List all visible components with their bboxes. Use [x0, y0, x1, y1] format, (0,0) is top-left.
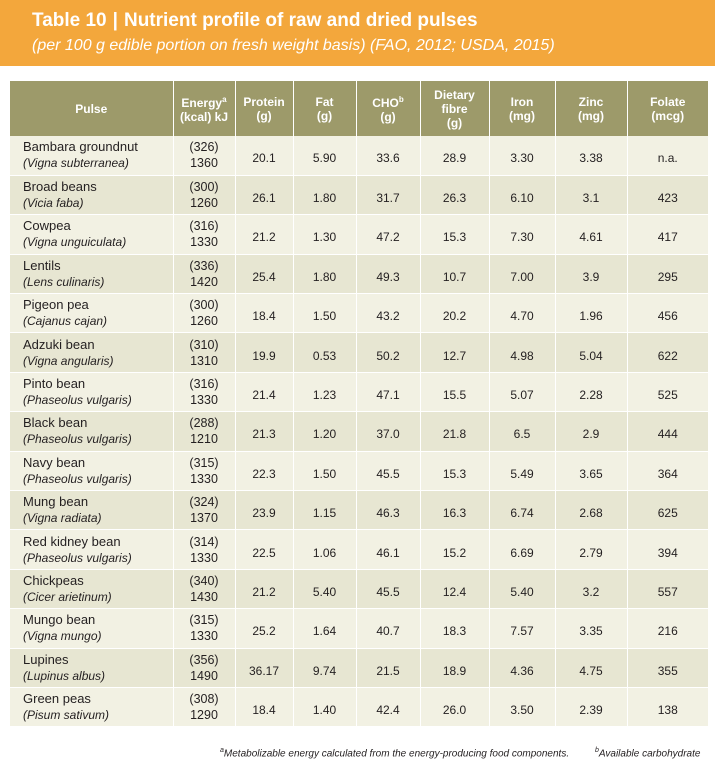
cell-cho: 47.1 — [356, 372, 420, 411]
energy-kj: 1330 — [190, 629, 218, 644]
pulse-scientific-name: (Lupinus albus) — [23, 668, 106, 683]
pulse-scientific-name: (Vigna mungo) — [23, 629, 102, 644]
cell-fat: 1.40 — [293, 687, 356, 726]
cell-zinc: 4.61 — [555, 215, 627, 254]
cell-energy — [173, 648, 235, 687]
cell-protein: 36.17 — [235, 648, 293, 687]
cell-cho: 45.5 — [356, 569, 420, 608]
cell-fat: 1.20 — [293, 412, 356, 451]
cell-fat: 5.40 — [293, 569, 356, 608]
energy-kj: 1260 — [190, 314, 218, 329]
cell-pulse — [10, 254, 173, 293]
cell-energy — [173, 372, 235, 411]
cell-zinc: 2.9 — [555, 412, 627, 451]
cell-iron: 7.30 — [489, 215, 555, 254]
energy-kcal: (300) — [189, 180, 219, 195]
cell-folate: 456 — [627, 294, 708, 333]
cell-fat: 1.64 — [293, 609, 356, 648]
cell-fibre: 12.7 — [420, 333, 489, 372]
energy-kj: 1210 — [190, 432, 218, 447]
energy-kcal: (314) — [189, 534, 219, 549]
cell-fat: 9.74 — [293, 648, 356, 687]
cell-cho: 40.7 — [356, 609, 420, 648]
pulse-common-name: Cowpea — [23, 218, 71, 234]
energy-kj: 1330 — [190, 550, 218, 565]
cell-fat: 1.80 — [293, 254, 356, 293]
energy-kj: 1490 — [190, 668, 218, 683]
cell-fat: 0.53 — [293, 333, 356, 372]
footnote-b: $^b$Available carbohydrate — [595, 747, 701, 760]
title-separator: | — [112, 10, 118, 31]
cell-zinc: 3.35 — [555, 609, 627, 648]
energy-kcal: (315) — [189, 455, 219, 470]
cell-folate: 417 — [627, 215, 708, 254]
cell-folate: 444 — [627, 412, 708, 451]
cell-cho: 31.7 — [356, 175, 420, 214]
energy-kcal: (315) — [189, 613, 219, 628]
cell-iron: 7.57 — [489, 609, 555, 648]
energy-kcal: (326) — [189, 140, 219, 155]
col-header-zinc: Zinc (mg) — [555, 81, 627, 136]
cell-folate: 557 — [627, 569, 708, 608]
cell-protein: 21.4 — [235, 372, 293, 411]
cell-fibre: 15.3 — [420, 451, 489, 490]
cell-pulse — [10, 175, 173, 214]
pulse-common-name: Mung bean — [23, 494, 89, 510]
cell-fibre: 26.0 — [420, 687, 489, 726]
pulse-common-name: Chickpeas — [23, 572, 84, 588]
pulse-scientific-name: (Lens culinaris) — [23, 274, 105, 289]
footnote-a: $^a$Metabolizable energy calculated from the energy-producing food components. — [220, 747, 570, 760]
pulse-scientific-name: (Vicia faba) — [23, 196, 84, 211]
cell-energy — [173, 491, 235, 530]
energy-kcal: (288) — [189, 416, 219, 431]
cell-fibre: 15.2 — [420, 530, 489, 569]
cell-protein: 25.4 — [235, 254, 293, 293]
cell-folate: 625 — [627, 491, 708, 530]
cell-pulse — [10, 530, 173, 569]
cell-energy — [173, 687, 235, 726]
cell-energy — [173, 294, 235, 333]
cell-cho: 47.2 — [356, 215, 420, 254]
cell-pulse — [10, 412, 173, 451]
pulse-common-name: Broad beans — [23, 179, 97, 195]
cell-iron: 4.36 — [489, 648, 555, 687]
cell-folate: 364 — [627, 451, 708, 490]
col-header-fibre: Dietary fibre (g) — [420, 81, 489, 136]
energy-kcal: (300) — [189, 298, 219, 313]
cell-pulse — [10, 136, 173, 175]
title-band — [0, 0, 715, 66]
table-row — [10, 491, 708, 530]
cell-zinc: 4.75 — [555, 648, 627, 687]
cell-protein: 20.1 — [235, 136, 293, 175]
cell-folate: 525 — [627, 372, 708, 411]
pulse-scientific-name: (Vigna angularis) — [23, 353, 114, 368]
cell-fibre: 26.3 — [420, 175, 489, 214]
cell-zinc: 3.2 — [555, 569, 627, 608]
energy-kj: 1330 — [190, 393, 218, 408]
cell-fibre: 12.4 — [420, 569, 489, 608]
pulse-common-name: Pinto bean — [23, 376, 86, 392]
energy-kj: 1310 — [190, 353, 218, 368]
cell-iron: 5.07 — [489, 372, 555, 411]
energy-kcal: (310) — [189, 337, 219, 352]
col-header-energy: Energy$^a$ (kcal) kJ — [173, 81, 235, 136]
cell-pulse — [10, 569, 173, 608]
cell-zinc: 2.39 — [555, 687, 627, 726]
cell-energy — [173, 254, 235, 293]
cell-iron: 4.70 — [489, 294, 555, 333]
energy-kj: 1330 — [190, 235, 218, 250]
pulse-common-name: Black bean — [23, 415, 88, 431]
cell-iron: 5.49 — [489, 451, 555, 490]
cell-iron: 5.40 — [489, 569, 555, 608]
cell-cho: 33.6 — [356, 136, 420, 175]
table-row — [10, 569, 708, 608]
cell-energy — [173, 333, 235, 372]
cell-protein: 23.9 — [235, 491, 293, 530]
cell-iron: 6.74 — [489, 491, 555, 530]
pulse-scientific-name: (Cicer arietinum) — [23, 589, 112, 604]
cell-pulse — [10, 333, 173, 372]
pulse-common-name: Lentils — [23, 257, 61, 273]
cell-iron: 3.30 — [489, 136, 555, 175]
cell-cho: 42.4 — [356, 687, 420, 726]
pulse-scientific-name: (Phaseolus vulgaris) — [23, 393, 132, 408]
energy-kj: 1430 — [190, 589, 218, 604]
pulse-scientific-name: (Cajanus cajan) — [23, 314, 108, 329]
energy-kj: 1370 — [190, 511, 218, 526]
cell-folate: n.a. — [627, 136, 708, 175]
cell-pulse — [10, 609, 173, 648]
energy-kj: 1330 — [190, 471, 218, 486]
cell-folate: 622 — [627, 333, 708, 372]
cell-fibre: 10.7 — [420, 254, 489, 293]
cell-zinc: 2.79 — [555, 530, 627, 569]
cell-iron: 6.69 — [489, 530, 555, 569]
cell-fat: 1.06 — [293, 530, 356, 569]
cell-cho: 43.2 — [356, 294, 420, 333]
energy-kj: 1260 — [190, 196, 218, 211]
energy-kcal: (316) — [189, 219, 219, 234]
col-header-fat: Fat (g) — [293, 81, 356, 136]
cell-cho: 21.5 — [356, 648, 420, 687]
cell-pulse — [10, 451, 173, 490]
cell-protein: 21.2 — [235, 215, 293, 254]
table-title — [32, 10, 478, 32]
table-row — [10, 530, 708, 569]
table-row — [10, 215, 708, 254]
table-title-text: Nutrient profile of raw and dried pulses — [123, 10, 478, 31]
energy-kcal: (336) — [189, 258, 219, 273]
cell-zinc: 5.04 — [555, 333, 627, 372]
cell-iron: 4.98 — [489, 333, 555, 372]
col-header-folate: Folate (mcg) — [627, 81, 708, 136]
cell-protein: 22.5 — [235, 530, 293, 569]
energy-kcal: (340) — [189, 573, 219, 588]
footnotes — [0, 747, 715, 763]
table-row — [10, 175, 708, 214]
pulse-scientific-name: (Pisum sativum) — [23, 708, 110, 723]
table-row — [10, 687, 708, 726]
pulse-common-name: Red kidney bean — [23, 533, 121, 549]
pulse-common-name: Bambara groundnut — [23, 139, 138, 155]
cell-fibre: 18.3 — [420, 609, 489, 648]
cell-energy — [173, 609, 235, 648]
pulse-scientific-name: (Vigna subterranea) — [23, 156, 129, 171]
pulse-common-name: Adzuki bean — [23, 336, 95, 352]
table-subtitle: (per 100 g edible portion on fresh weight basis) (FAO, 2012; USDA, 2015) — [32, 37, 555, 54]
cell-iron: 7.00 — [489, 254, 555, 293]
cell-energy — [173, 136, 235, 175]
col-header-cho: CHO$^b$ (g) — [356, 81, 420, 136]
cell-zinc: 3.9 — [555, 254, 627, 293]
cell-energy — [173, 569, 235, 608]
cell-energy — [173, 412, 235, 451]
pulse-common-name: Pigeon pea — [23, 297, 89, 313]
cell-protein: 18.4 — [235, 687, 293, 726]
table-row — [10, 451, 708, 490]
energy-kj: 1290 — [190, 708, 218, 723]
pulse-scientific-name: (Phaseolus vulgaris) — [23, 550, 132, 565]
cell-energy — [173, 451, 235, 490]
pulse-scientific-name: (Phaseolus vulgaris) — [23, 432, 132, 447]
cell-iron: 6.10 — [489, 175, 555, 214]
table-row — [10, 412, 708, 451]
cell-cho: 46.3 — [356, 491, 420, 530]
cell-folate: 355 — [627, 648, 708, 687]
cell-folate: 138 — [627, 687, 708, 726]
cell-zinc: 3.1 — [555, 175, 627, 214]
table-row — [10, 333, 708, 372]
cell-fat: 1.50 — [293, 451, 356, 490]
cell-zinc: 2.68 — [555, 491, 627, 530]
cell-iron: 3.50 — [489, 687, 555, 726]
energy-kj: 1420 — [190, 274, 218, 289]
energy-kj: 1360 — [190, 156, 218, 171]
energy-kcal: (324) — [189, 495, 219, 510]
table-row — [10, 254, 708, 293]
cell-pulse — [10, 491, 173, 530]
energy-kcal: (356) — [189, 652, 219, 667]
nutrient-table — [10, 81, 708, 727]
cell-cho: 45.5 — [356, 451, 420, 490]
col-header-protein: Protein (g) — [235, 81, 293, 136]
cell-fibre: 20.2 — [420, 294, 489, 333]
cell-iron: 6.5 — [489, 412, 555, 451]
header-row — [10, 81, 708, 136]
nutrient-table-wrapper — [10, 81, 708, 727]
cell-fibre: 28.9 — [420, 136, 489, 175]
cell-folate: 216 — [627, 609, 708, 648]
col-header-iron: Iron (mg) — [489, 81, 555, 136]
table-label: Table 10 — [32, 10, 107, 31]
table-row — [10, 372, 708, 411]
pulse-scientific-name: (Vigna radiata) — [23, 511, 102, 526]
cell-pulse — [10, 294, 173, 333]
table-row — [10, 609, 708, 648]
pulse-common-name: Mungo bean — [23, 612, 96, 628]
cell-fibre: 15.3 — [420, 215, 489, 254]
cell-protein: 18.4 — [235, 294, 293, 333]
cell-pulse — [10, 648, 173, 687]
cell-protein: 19.9 — [235, 333, 293, 372]
table-body — [10, 136, 708, 727]
cell-fat: 1.30 — [293, 215, 356, 254]
energy-kcal: (308) — [189, 692, 219, 707]
cell-fat: 1.80 — [293, 175, 356, 214]
cell-energy — [173, 530, 235, 569]
cell-folate: 423 — [627, 175, 708, 214]
cell-fibre: 16.3 — [420, 491, 489, 530]
cell-cho: 37.0 — [356, 412, 420, 451]
cell-fibre: 21.8 — [420, 412, 489, 451]
cell-pulse — [10, 215, 173, 254]
cell-zinc: 3.65 — [555, 451, 627, 490]
cell-fat: 1.50 — [293, 294, 356, 333]
table-row — [10, 136, 708, 175]
cell-protein: 26.1 — [235, 175, 293, 214]
pulse-common-name: Green peas — [23, 691, 91, 707]
cell-protein: 25.2 — [235, 609, 293, 648]
cell-fat: 5.90 — [293, 136, 356, 175]
cell-pulse — [10, 372, 173, 411]
pulse-common-name: Navy bean — [23, 454, 86, 470]
cell-zinc: 1.96 — [555, 294, 627, 333]
cell-fat: 1.23 — [293, 372, 356, 411]
pulse-common-name: Lupines — [23, 651, 69, 667]
cell-energy — [173, 215, 235, 254]
pulse-scientific-name: (Phaseolus vulgaris) — [23, 471, 132, 486]
cell-fibre: 15.5 — [420, 372, 489, 411]
cell-zinc: 3.38 — [555, 136, 627, 175]
cell-zinc: 2.28 — [555, 372, 627, 411]
cell-cho: 49.3 — [356, 254, 420, 293]
energy-kcal: (316) — [189, 377, 219, 392]
cell-protein: 22.3 — [235, 451, 293, 490]
col-header-pulse: Pulse — [10, 81, 173, 136]
cell-energy — [173, 175, 235, 214]
cell-fat: 1.15 — [293, 491, 356, 530]
cell-folate: 394 — [627, 530, 708, 569]
cell-protein: 21.3 — [235, 412, 293, 451]
cell-pulse — [10, 687, 173, 726]
cell-fibre: 18.9 — [420, 648, 489, 687]
table-row — [10, 294, 708, 333]
cell-protein: 21.2 — [235, 569, 293, 608]
pulse-scientific-name: (Vigna unguiculata) — [23, 235, 127, 250]
cell-cho: 46.1 — [356, 530, 420, 569]
table-row — [10, 648, 708, 687]
cell-folate: 295 — [627, 254, 708, 293]
cell-cho: 50.2 — [356, 333, 420, 372]
